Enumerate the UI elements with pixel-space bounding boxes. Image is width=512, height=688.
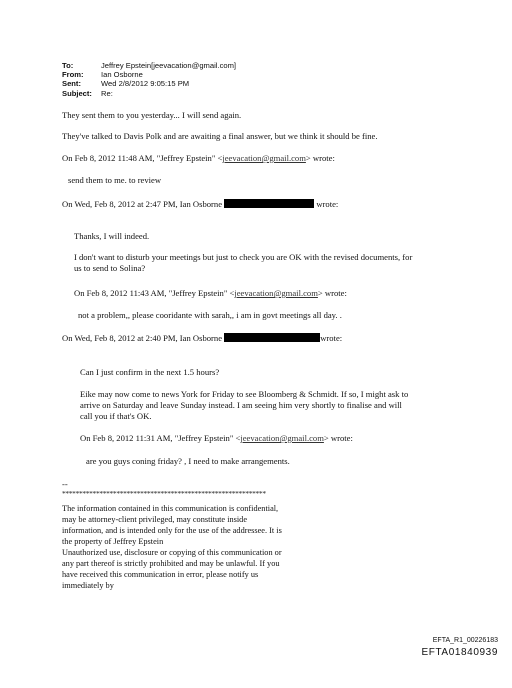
document-id: EFTA_R1_00226183: [432, 637, 498, 644]
quote-text-5: are you guys coning friday? , I need to make arrangements.: [86, 456, 290, 466]
redaction-bar: [224, 199, 314, 208]
quote-header-5-prefix: On Feb 8, 2012 11:31 AM, "Jeffrey Epstein" <: [80, 433, 241, 443]
to-row: [62, 61, 236, 70]
quote-header-2-prefix: On Wed, Feb 8, 2012 at 2:47 PM, Ian Osborne: [62, 199, 223, 209]
quote-text-4b: Eike may now come to news York for Friday to see Bloomberg & Schmidt. If so, I might ask to arrive on Saturday and leave Sunday instead. I am seeing him very shortly to finalise and will call you if that's OK.: [80, 389, 409, 421]
to-label: To:: [62, 61, 74, 70]
sent-label: Sent:: [62, 79, 81, 89]
quote-text-3: not a problem,, please cooridante with sarah,, i am in govt meetings all day. .: [78, 310, 342, 320]
subject-value: Re:: [101, 88, 113, 98]
quote-text-2a: Thanks, I will indeed.: [74, 231, 150, 241]
signature-dashes: --: [62, 479, 68, 489]
sent-value: Wed 2/8/2012 9:05:15 PM: [101, 79, 190, 89]
email-link-5[interactable]: jeevacation@gmail.com: [240, 433, 324, 443]
confidentiality-disclaimer: The information contained in this communication is confidential, may be attorney-client privileged, may constitute inside information, and is intended only for the use of the addressee. It is the property of Jeffrey Epstein Unauthorized use, disclosure or copying of this communication or any part thereof is strictly prohibited and may be unlawful. If you have received this communication in error, please notify us immediately by: [62, 504, 282, 590]
quote-text-2b: I don't want to disturb your meetings but just to check you are OK with the revised documents, for us to send to Solina?: [74, 252, 413, 273]
quote-header-1-suffix: > wrote:: [305, 153, 335, 163]
from-value: Ian Osborne: [101, 70, 143, 80]
quote-header-5: [80, 433, 353, 444]
reply-line-2: They've talked to Davis Polk and are awaiting a final answer, but we think it should be fine.: [62, 131, 378, 141]
subject-label: Subject:: [62, 88, 92, 98]
quote-header-1-prefix: On Feb 8, 2012 11:48 AM, "Jeffrey Epstein" <: [62, 153, 223, 163]
quote-header-2: [62, 199, 338, 210]
from-label: From:: [62, 70, 84, 80]
redaction-bar: [224, 333, 320, 342]
quote-text-4a: Can I just confirm in the next 1.5 hours?: [80, 367, 220, 377]
quote-header-4-prefix: On Wed, Feb 8, 2012 at 2:40 PM, Ian Osborne: [62, 333, 223, 343]
subject-row: [62, 89, 236, 98]
from-row: [62, 70, 236, 79]
quote-header-3-suffix: > wrote:: [317, 288, 347, 298]
reply-line-1: They sent them to you yesterday... I will send again.: [62, 110, 242, 120]
sent-row: [62, 79, 236, 88]
email-header: [62, 61, 236, 98]
to-value: Jeffrey Epstein[jeevacation@gmail.com]: [101, 61, 237, 70]
quote-header-4: [62, 333, 342, 344]
quote-header-4-suffix: wrote:: [320, 333, 343, 343]
quote-header-3: [74, 288, 347, 299]
email-link-1[interactable]: jeevacation@gmail.com: [222, 153, 306, 163]
quote-text-1: send them to me. to review: [68, 175, 162, 185]
signature-stars: ************************************************************: [62, 489, 266, 498]
quote-header-5-suffix: > wrote:: [323, 433, 353, 443]
bates-number: EFTA01840939: [421, 647, 498, 658]
quote-header-2-suffix: wrote:: [314, 199, 339, 209]
email-link-3[interactable]: jeevacation@gmail.com: [234, 288, 318, 298]
quote-header-1: [62, 153, 335, 164]
quote-header-3-prefix: On Feb 8, 2012 11:43 AM, "Jeffrey Epstein" <: [74, 288, 235, 298]
